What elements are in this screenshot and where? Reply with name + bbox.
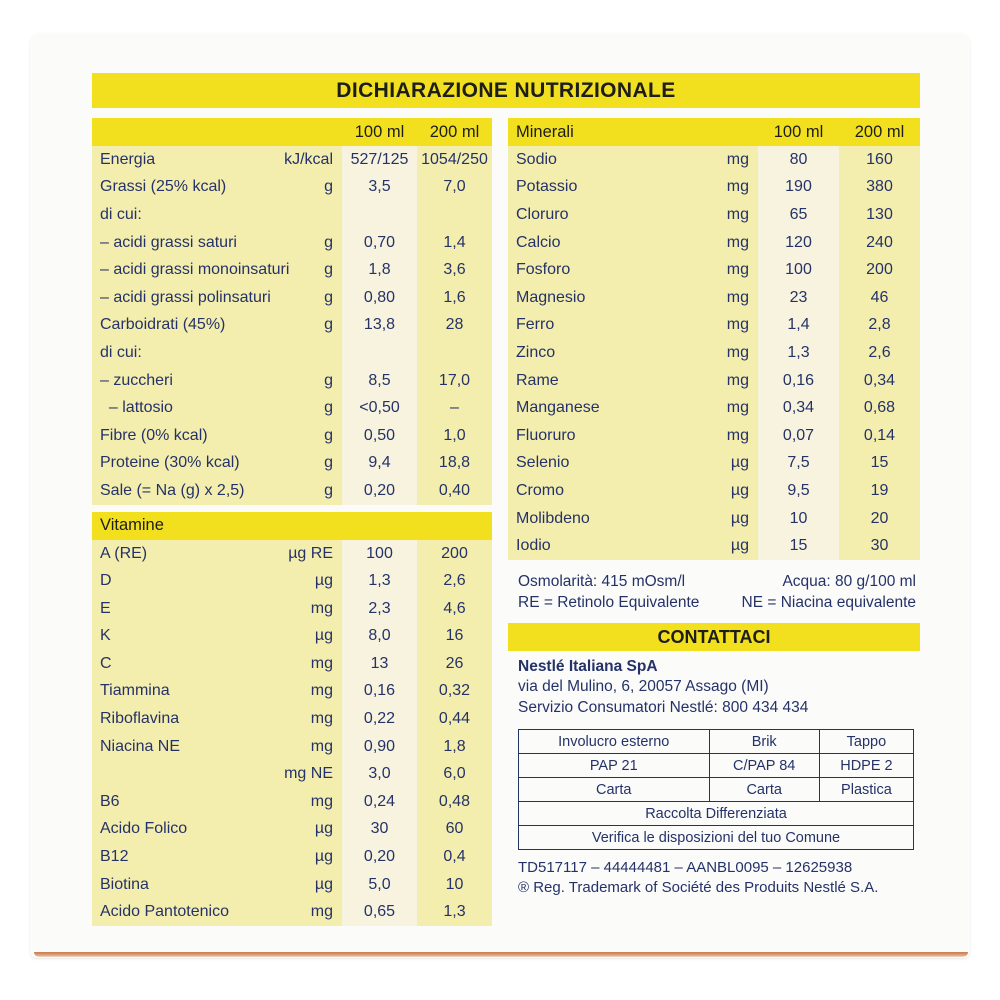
macronutrient-unit: g <box>274 174 342 202</box>
mineral-unit: mg <box>708 394 758 422</box>
page-title: DICHIARAZIONE NUTRIZIONALE <box>92 73 920 108</box>
table-row <box>92 898 492 926</box>
contact-details <box>508 657 920 719</box>
mineral-label: Iodio <box>508 532 708 560</box>
table-row <box>508 339 920 367</box>
mineral-label: Sodio <box>508 146 708 174</box>
table-row <box>508 532 920 560</box>
table-row <box>92 843 492 871</box>
vitamin-label: Riboflavina <box>92 705 274 733</box>
table-row <box>92 394 492 422</box>
right-column <box>508 118 920 926</box>
macronutrient-value-100ml: 1,8 <box>342 256 417 284</box>
macronutrient-value-100ml: 0,80 <box>342 284 417 312</box>
table-row <box>92 705 492 733</box>
table-row <box>92 788 492 816</box>
vitamin-value-200ml: 0,48 <box>417 788 492 816</box>
table-row <box>508 229 920 257</box>
vitamin-label: Niacina NE <box>92 733 274 761</box>
mineral-value-200ml: 20 <box>839 505 920 533</box>
mineral-value-100ml: 9,5 <box>758 477 839 505</box>
macronutrient-unit: g <box>274 394 342 422</box>
vitamins-rows <box>92 540 492 926</box>
mineral-value-100ml: 7,5 <box>758 450 839 478</box>
mineral-unit: mg <box>708 229 758 257</box>
macronutrient-value-100ml: 0,70 <box>342 229 417 257</box>
mineral-unit: mg <box>708 256 758 284</box>
mineral-value-200ml: 19 <box>839 477 920 505</box>
table-row <box>92 450 492 478</box>
macronutrient-value-100ml: 3,5 <box>342 174 417 202</box>
table-row <box>508 256 920 284</box>
macronutrient-label: – acidi grassi polinsaturi <box>92 284 274 312</box>
recycling-verify-row <box>519 826 914 850</box>
table-row <box>92 650 492 678</box>
vitamin-value-100ml: 1,3 <box>342 567 417 595</box>
macronutrient-value-100ml: 13,8 <box>342 312 417 340</box>
minerals-rows <box>508 146 920 560</box>
vitamin-value-200ml: 200 <box>417 540 492 568</box>
vitamin-unit: mg <box>274 788 342 816</box>
macronutrient-label: – acidi grassi saturi <box>92 229 274 257</box>
recycling-code-0: PAP 21 <box>519 754 710 778</box>
mineral-value-200ml: 240 <box>839 229 920 257</box>
vitamin-unit: mg <box>274 705 342 733</box>
vitamin-label: Tiammina <box>92 678 274 706</box>
macronutrients-header-100ml: 100 ml <box>342 118 417 146</box>
vitamin-unit: µg <box>274 816 342 844</box>
table-row <box>92 367 492 395</box>
macronutrient-value-200ml: – <box>417 394 492 422</box>
macronutrient-value-100ml <box>342 339 417 367</box>
macronutrients-rows <box>92 146 492 505</box>
table-row <box>92 760 492 788</box>
macronutrients-header-200ml: 200 ml <box>417 118 492 146</box>
vitamin-value-200ml: 60 <box>417 816 492 844</box>
mineral-value-100ml: 100 <box>758 256 839 284</box>
mineral-value-100ml: 23 <box>758 284 839 312</box>
vitamin-label: E <box>92 595 274 623</box>
mineral-label: Manganese <box>508 394 708 422</box>
vitamin-value-200ml: 0,4 <box>417 843 492 871</box>
minerals-table <box>508 118 920 560</box>
mineral-unit: µg <box>708 477 758 505</box>
company-name: Nestlé Italiana SpA <box>518 657 658 675</box>
table-row <box>92 567 492 595</box>
macronutrient-value-200ml <box>417 201 492 229</box>
recycling-codes-row <box>519 754 914 778</box>
macronutrient-unit: g <box>274 256 342 284</box>
macronutrient-value-200ml: 1,4 <box>417 229 492 257</box>
mineral-unit: mg <box>708 201 758 229</box>
table-row <box>508 450 920 478</box>
mineral-value-100ml: 10 <box>758 505 839 533</box>
mineral-unit: mg <box>708 312 758 340</box>
macronutrient-label: Energia <box>92 146 274 174</box>
mineral-label: Cromo <box>508 477 708 505</box>
vitamin-label: K <box>92 623 274 651</box>
mineral-unit: µg <box>708 505 758 533</box>
vitamin-value-200ml: 1,8 <box>417 733 492 761</box>
table-row <box>508 477 920 505</box>
notes-line-1 <box>508 571 920 592</box>
mineral-value-200ml: 380 <box>839 174 920 202</box>
vitamin-label: Acido Folico <box>92 816 274 844</box>
vitamin-value-100ml: 3,0 <box>342 760 417 788</box>
vitamin-label <box>92 760 274 788</box>
vitamin-unit: µg RE <box>274 540 342 568</box>
macronutrient-value-100ml: 527/125 <box>342 146 417 174</box>
macronutrients-header-row <box>92 118 492 146</box>
mineral-value-200ml: 160 <box>839 146 920 174</box>
contact-heading: CONTATTACI <box>508 623 920 651</box>
table-row <box>92 540 492 568</box>
minerals-header-label: Minerali <box>508 118 708 146</box>
footer-trademark: ® Reg. Trademark of Société des Produits Nestlé S.A. <box>518 879 879 897</box>
mineral-label: Zinco <box>508 339 708 367</box>
vitamin-unit: mg <box>274 898 342 926</box>
recycling-materials-row <box>519 778 914 802</box>
recycling-part-0: Involucro esterno <box>519 730 710 754</box>
macronutrient-unit: g <box>274 284 342 312</box>
vitamin-unit: mg <box>274 733 342 761</box>
vitamin-unit: µg <box>274 623 342 651</box>
table-row <box>92 816 492 844</box>
mineral-value-200ml: 2,6 <box>839 339 920 367</box>
mineral-value-100ml: 1,4 <box>758 312 839 340</box>
table-row <box>92 595 492 623</box>
mineral-unit: mg <box>708 422 758 450</box>
macronutrient-label: Fibre (0% kcal) <box>92 422 274 450</box>
table-row <box>92 146 492 174</box>
vitamins-header-label: Vitamine <box>92 512 274 540</box>
mineral-value-100ml: 65 <box>758 201 839 229</box>
macronutrient-label: Proteine (30% kcal) <box>92 450 274 478</box>
macronutrient-value-100ml <box>342 201 417 229</box>
vitamin-label: B12 <box>92 843 274 871</box>
vitamin-value-200ml: 4,6 <box>417 595 492 623</box>
vitamin-value-100ml: 0,65 <box>342 898 417 926</box>
macronutrient-value-200ml: 18,8 <box>417 450 492 478</box>
macronutrient-label: – lattosio <box>92 394 274 422</box>
vitamin-value-100ml: 13 <box>342 650 417 678</box>
vitamins-header-200ml <box>417 512 492 540</box>
vitamin-label: Acido Pantotenico <box>92 898 274 926</box>
mineral-label: Fluoruro <box>508 422 708 450</box>
vitamin-unit: mg <box>274 678 342 706</box>
macronutrients-header-label <box>92 118 274 146</box>
macronutrient-label: – acidi grassi monoinsaturi <box>92 256 274 284</box>
recycling-code-2: HDPE 2 <box>819 754 913 778</box>
recycling-table <box>518 729 914 850</box>
company-address: via del Mulino, 6, 20057 Assago (MI) <box>518 678 769 696</box>
macronutrient-value-200ml: 0,40 <box>417 477 492 505</box>
mineral-value-100ml: 0,07 <box>758 422 839 450</box>
footer-codes: TD517117 – 44444481 – AANBL0095 – 12625938 <box>518 859 853 877</box>
macronutrient-value-200ml <box>417 339 492 367</box>
footer-block <box>508 858 920 898</box>
vitamin-value-200ml: 10 <box>417 871 492 899</box>
macronutrient-label: Grassi (25% kcal) <box>92 174 274 202</box>
mineral-unit: mg <box>708 174 758 202</box>
mineral-value-100ml: 0,34 <box>758 394 839 422</box>
water-text: Acqua: 80 g/100 ml <box>782 572 916 590</box>
mineral-label: Molibdeno <box>508 505 708 533</box>
notes-line-2 <box>508 592 920 613</box>
mineral-unit: mg <box>708 284 758 312</box>
vitamin-value-200ml: 16 <box>417 623 492 651</box>
table-row <box>508 505 920 533</box>
table-row <box>508 367 920 395</box>
vitamins-header-unit <box>274 512 342 540</box>
vitamin-value-200ml: 0,32 <box>417 678 492 706</box>
macronutrient-value-200ml: 28 <box>417 312 492 340</box>
vitamin-value-200ml: 0,44 <box>417 705 492 733</box>
macronutrient-value-200ml: 7,0 <box>417 174 492 202</box>
mineral-value-200ml: 30 <box>839 532 920 560</box>
label-content <box>92 73 920 926</box>
macronutrient-value-200ml: 3,6 <box>417 256 492 284</box>
table-row <box>92 229 492 257</box>
table-row <box>92 256 492 284</box>
vitamin-value-200ml: 2,6 <box>417 567 492 595</box>
vitamin-value-100ml: 0,24 <box>342 788 417 816</box>
vitamin-unit: µg <box>274 843 342 871</box>
table-row <box>508 201 920 229</box>
table-row <box>92 174 492 202</box>
vitamin-value-100ml: 100 <box>342 540 417 568</box>
mineral-value-100ml: 120 <box>758 229 839 257</box>
table-row <box>92 284 492 312</box>
table-row <box>92 477 492 505</box>
mineral-label: Potassio <box>508 174 708 202</box>
recycling-material-1: Carta <box>709 778 819 802</box>
macronutrients-table <box>92 118 492 505</box>
macronutrient-unit: g <box>274 477 342 505</box>
macronutrient-unit: kJ/kcal <box>274 146 342 174</box>
vitamin-value-100ml: 2,3 <box>342 595 417 623</box>
macronutrient-value-200ml: 1,6 <box>417 284 492 312</box>
mineral-unit: µg <box>708 450 758 478</box>
mineral-label: Rame <box>508 367 708 395</box>
macronutrient-unit: g <box>274 367 342 395</box>
recycling-part-2: Tappo <box>819 730 913 754</box>
table-row <box>508 312 920 340</box>
mineral-unit: mg <box>708 339 758 367</box>
carton-bottom-edge <box>34 952 968 957</box>
table-row <box>92 678 492 706</box>
mineral-unit: mg <box>708 146 758 174</box>
vitamin-value-100ml: 0,90 <box>342 733 417 761</box>
vitamin-value-100ml: 0,22 <box>342 705 417 733</box>
macronutrient-unit <box>274 339 342 367</box>
left-column <box>92 118 492 926</box>
table-row <box>92 733 492 761</box>
notes-block <box>508 571 920 613</box>
mineral-unit: µg <box>708 532 758 560</box>
vitamin-unit: µg <box>274 567 342 595</box>
recycling-parts-row <box>519 730 914 754</box>
vitamin-label: B6 <box>92 788 274 816</box>
mineral-label: Calcio <box>508 229 708 257</box>
minerals-header-unit <box>708 118 758 146</box>
recycling-collection: Raccolta Differenziata <box>519 802 914 826</box>
recycling-code-1: C/PAP 84 <box>709 754 819 778</box>
consumer-service: Servizio Consumatori Nestlé: 800 434 434 <box>518 698 809 716</box>
vitamin-value-200ml: 26 <box>417 650 492 678</box>
macronutrient-value-200ml: 1054/250 <box>417 146 492 174</box>
vitamin-unit: µg <box>274 871 342 899</box>
macronutrient-label: – zuccheri <box>92 367 274 395</box>
mineral-value-200ml: 0,68 <box>839 394 920 422</box>
table-row <box>508 422 920 450</box>
macronutrient-unit: g <box>274 229 342 257</box>
recycling-part-1: Brik <box>709 730 819 754</box>
mineral-label: Cloruro <box>508 201 708 229</box>
table-row <box>92 339 492 367</box>
minerals-header-100ml: 100 ml <box>758 118 839 146</box>
vitamin-value-200ml: 6,0 <box>417 760 492 788</box>
table-row <box>92 871 492 899</box>
mineral-label: Fosforo <box>508 256 708 284</box>
mineral-label: Selenio <box>508 450 708 478</box>
macronutrient-label: Carboidrati (45%) <box>92 312 274 340</box>
macronutrient-unit <box>274 201 342 229</box>
macronutrient-label: di cui: <box>92 339 274 367</box>
macronutrient-value-200ml: 1,0 <box>417 422 492 450</box>
mineral-label: Ferro <box>508 312 708 340</box>
vitamins-header-row <box>92 512 492 540</box>
macronutrient-label: Sale (= Na (g) x 2,5) <box>92 477 274 505</box>
macronutrient-value-100ml: 9,4 <box>342 450 417 478</box>
table-row <box>92 201 492 229</box>
table-row <box>508 174 920 202</box>
macronutrient-unit: g <box>274 312 342 340</box>
mineral-value-200ml: 0,34 <box>839 367 920 395</box>
recycling-material-0: Carta <box>519 778 710 802</box>
mineral-value-200ml: 0,14 <box>839 422 920 450</box>
macronutrient-value-100ml: 0,50 <box>342 422 417 450</box>
macronutrients-header-body <box>92 118 492 146</box>
mineral-value-200ml: 15 <box>839 450 920 478</box>
vitamin-value-100ml: 0,20 <box>342 843 417 871</box>
vitamin-value-100ml: 0,16 <box>342 678 417 706</box>
osmolarity-text: Osmolarità: 415 mOsm/l <box>518 572 686 590</box>
mineral-value-100ml: 1,3 <box>758 339 839 367</box>
mineral-value-100ml: 80 <box>758 146 839 174</box>
vitamin-label: C <box>92 650 274 678</box>
minerals-header-200ml: 200 ml <box>839 118 920 146</box>
table-row <box>508 394 920 422</box>
macronutrient-unit: g <box>274 422 342 450</box>
vitamin-label: Biotina <box>92 871 274 899</box>
recycling-material-2: Plastica <box>819 778 913 802</box>
macronutrient-unit: g <box>274 450 342 478</box>
mineral-label: Magnesio <box>508 284 708 312</box>
ne-legend-text: NE = Niacina equivalente <box>741 593 916 611</box>
vitamin-label: D <box>92 567 274 595</box>
table-row <box>92 623 492 651</box>
mineral-value-100ml: 15 <box>758 532 839 560</box>
mineral-value-100ml: 0,16 <box>758 367 839 395</box>
vitamin-value-100ml: 8,0 <box>342 623 417 651</box>
table-row <box>92 312 492 340</box>
nutrition-label-card <box>30 33 970 958</box>
minerals-header-body <box>508 118 920 146</box>
vitamins-header-body <box>92 512 492 540</box>
vitamins-header-100ml <box>342 512 417 540</box>
mineral-value-200ml: 46 <box>839 284 920 312</box>
mineral-value-200ml: 130 <box>839 201 920 229</box>
mineral-value-100ml: 190 <box>758 174 839 202</box>
mineral-unit: mg <box>708 367 758 395</box>
macronutrient-value-100ml: 0,20 <box>342 477 417 505</box>
vitamin-value-100ml: 5,0 <box>342 871 417 899</box>
vitamin-unit: mg <box>274 595 342 623</box>
two-column-layout <box>92 118 920 926</box>
re-legend-text: RE = Retinolo Equivalente <box>518 593 700 611</box>
recycling-collection-row <box>519 802 914 826</box>
macronutrients-header-unit <box>274 118 342 146</box>
vitamin-label: A (RE) <box>92 540 274 568</box>
mineral-value-200ml: 200 <box>839 256 920 284</box>
vitamin-unit: mg NE <box>274 760 342 788</box>
table-row <box>508 284 920 312</box>
vitamin-value-200ml: 1,3 <box>417 898 492 926</box>
macronutrient-value-200ml: 17,0 <box>417 367 492 395</box>
vitamins-table <box>92 512 492 926</box>
macronutrient-value-100ml: <0,50 <box>342 394 417 422</box>
mineral-value-200ml: 2,8 <box>839 312 920 340</box>
macronutrient-value-100ml: 8,5 <box>342 367 417 395</box>
table-row <box>92 422 492 450</box>
minerals-header-row <box>508 118 920 146</box>
macronutrient-label: di cui: <box>92 201 274 229</box>
table-row <box>508 146 920 174</box>
vitamin-value-100ml: 30 <box>342 816 417 844</box>
vitamin-unit: mg <box>274 650 342 678</box>
recycling-verify: Verifica le disposizioni del tuo Comune <box>519 826 914 850</box>
